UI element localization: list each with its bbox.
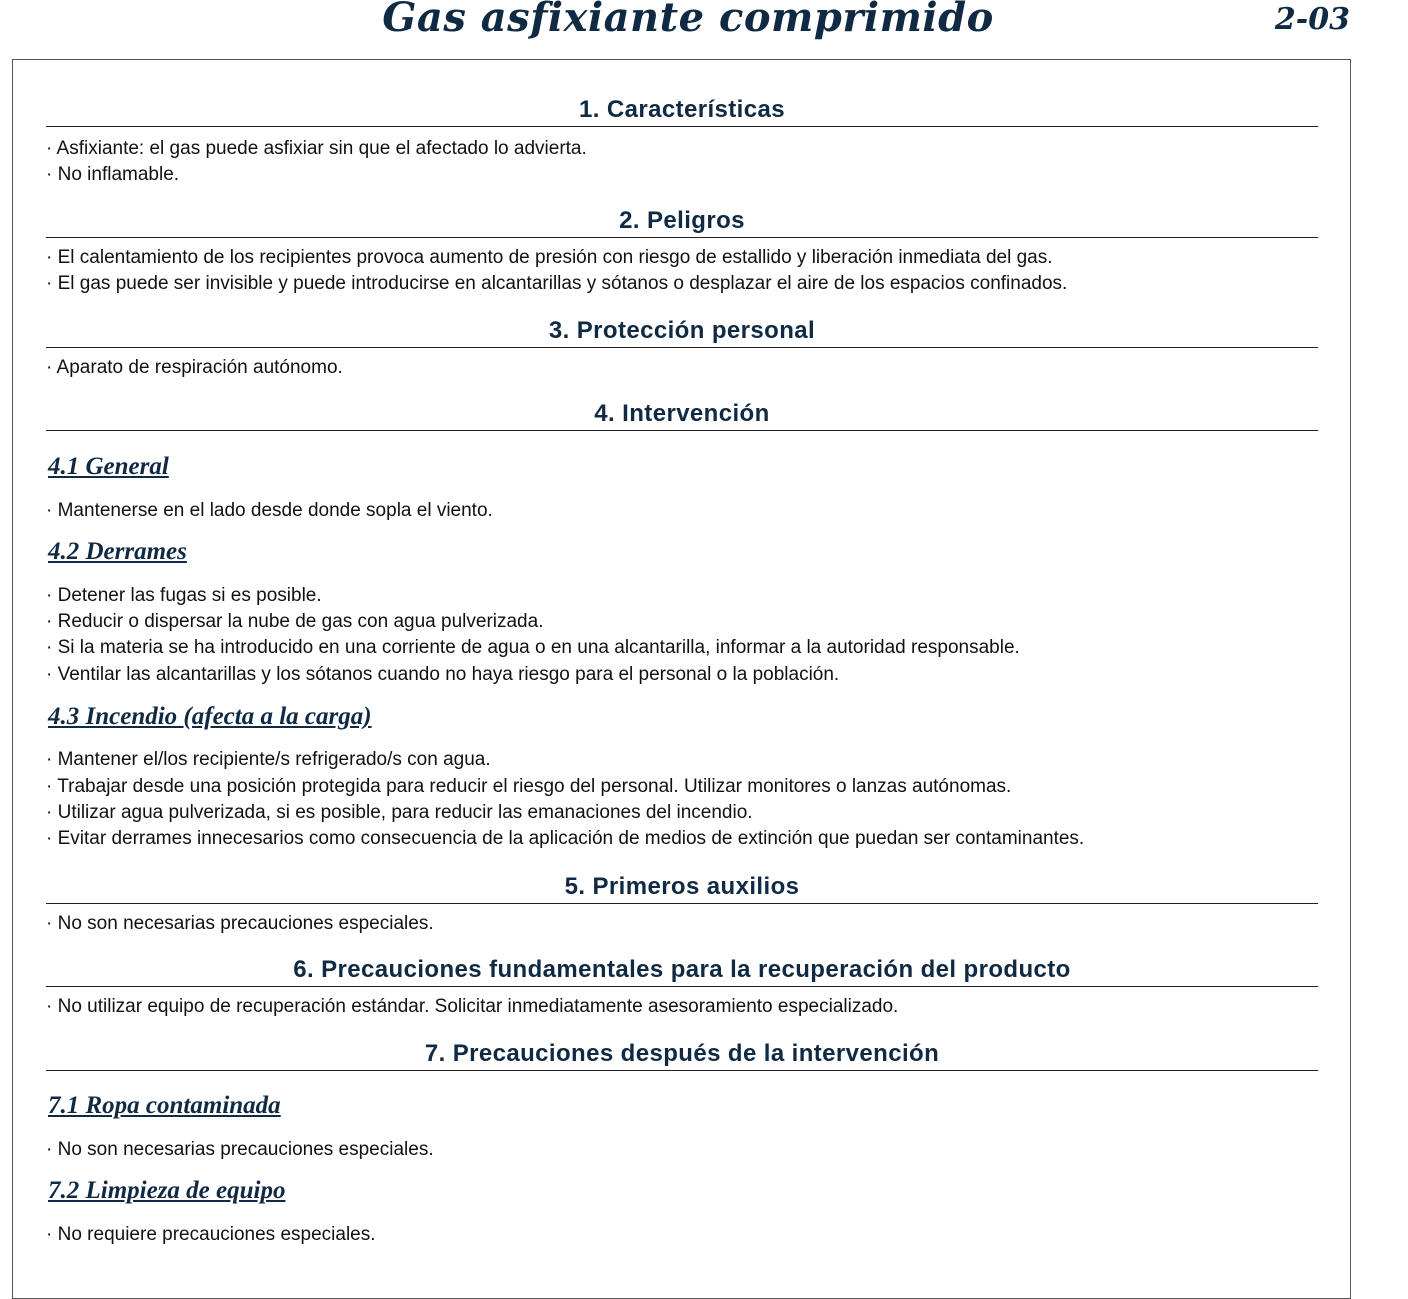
list-item: · Utilizar agua pulverizada, si es posible, para reducir las emanaciones del incendio.	[46, 802, 753, 823]
list-item: · Evitar derrames innecesarios como consecuencia de la aplicación de medios de extinción que puedan ser contaminantes.	[46, 828, 1085, 849]
subsection-title-limpieza-equipo: 7.2 Limpieza de equipo	[48, 1177, 286, 1204]
section-heading-despues-intervencion: 7. Precauciones después de la intervención	[46, 1040, 1318, 1071]
subsection-title-general: 4.1 General	[48, 453, 169, 480]
subsection-title-ropa-contaminada: 7.1 Ropa contaminada	[48, 1092, 281, 1119]
list-item: · El gas puede ser invisible y puede introducirse en alcantarillas y sótanos o desplazar el aire de los espacios confinados.	[46, 273, 1068, 294]
list-item: · Aparato de respiración autónomo.	[46, 357, 343, 378]
section-heading-peligros: 2. Peligros	[46, 207, 1318, 238]
list-item: · Si la materia se ha introducido en una corriente de agua o en una alcantarilla, informar a la autoridad responsable.	[46, 637, 1020, 658]
section-heading-caracteristicas: 1. Características	[46, 96, 1318, 127]
subsection-title-incendio: 4.3 Incendio (afecta a la carga)	[48, 703, 372, 730]
list-item: · No requiere precauciones especiales.	[46, 1224, 376, 1245]
list-item: · No utilizar equipo de recuperación estándar. Solicitar inmediatamente asesoramiento especializado.	[46, 996, 899, 1017]
document-title: Gas asfixiante comprimido	[382, 0, 994, 41]
section-heading-proteccion-personal: 3. Protección personal	[46, 317, 1318, 348]
section-heading-recuperacion: 6. Precauciones fundamentales para la recuperación del producto	[46, 956, 1318, 987]
list-item: · Mantener el/los recipiente/s refrigerado/s con agua.	[46, 749, 491, 770]
list-item: · No son necesarias precauciones especiales.	[46, 913, 434, 934]
list-item: · No inflamable.	[46, 164, 180, 185]
list-item: · Trabajar desde una posición protegida para reducir el riesgo del personal. Utilizar monitores o lanzas autónomas.	[46, 776, 1012, 797]
subsection-title-derrames: 4.2 Derrames	[48, 538, 187, 565]
document-code: 2-03	[1274, 2, 1350, 37]
list-item: · El calentamiento de los recipientes provoca aumento de presión con riesgo de estallido y liberación inmediata del gas.	[46, 247, 1053, 268]
list-item: · Detener las fugas si es posible.	[46, 585, 322, 606]
list-item: · Ventilar las alcantarillas y los sótanos cuando no haya riesgo para el personal o la población.	[46, 664, 840, 685]
section-heading-intervencion: 4. Intervención	[46, 400, 1318, 431]
list-item: · No son necesarias precauciones especiales.	[46, 1139, 434, 1160]
list-item: · Asfixiante: el gas puede asfixiar sin que el afectado lo advierta.	[46, 138, 587, 159]
section-heading-primeros-auxilios: 5. Primeros auxilios	[46, 873, 1318, 904]
list-item: · Mantenerse en el lado desde donde sopla el viento.	[46, 500, 493, 521]
list-item: · Reducir o dispersar la nube de gas con agua pulverizada.	[46, 611, 544, 632]
